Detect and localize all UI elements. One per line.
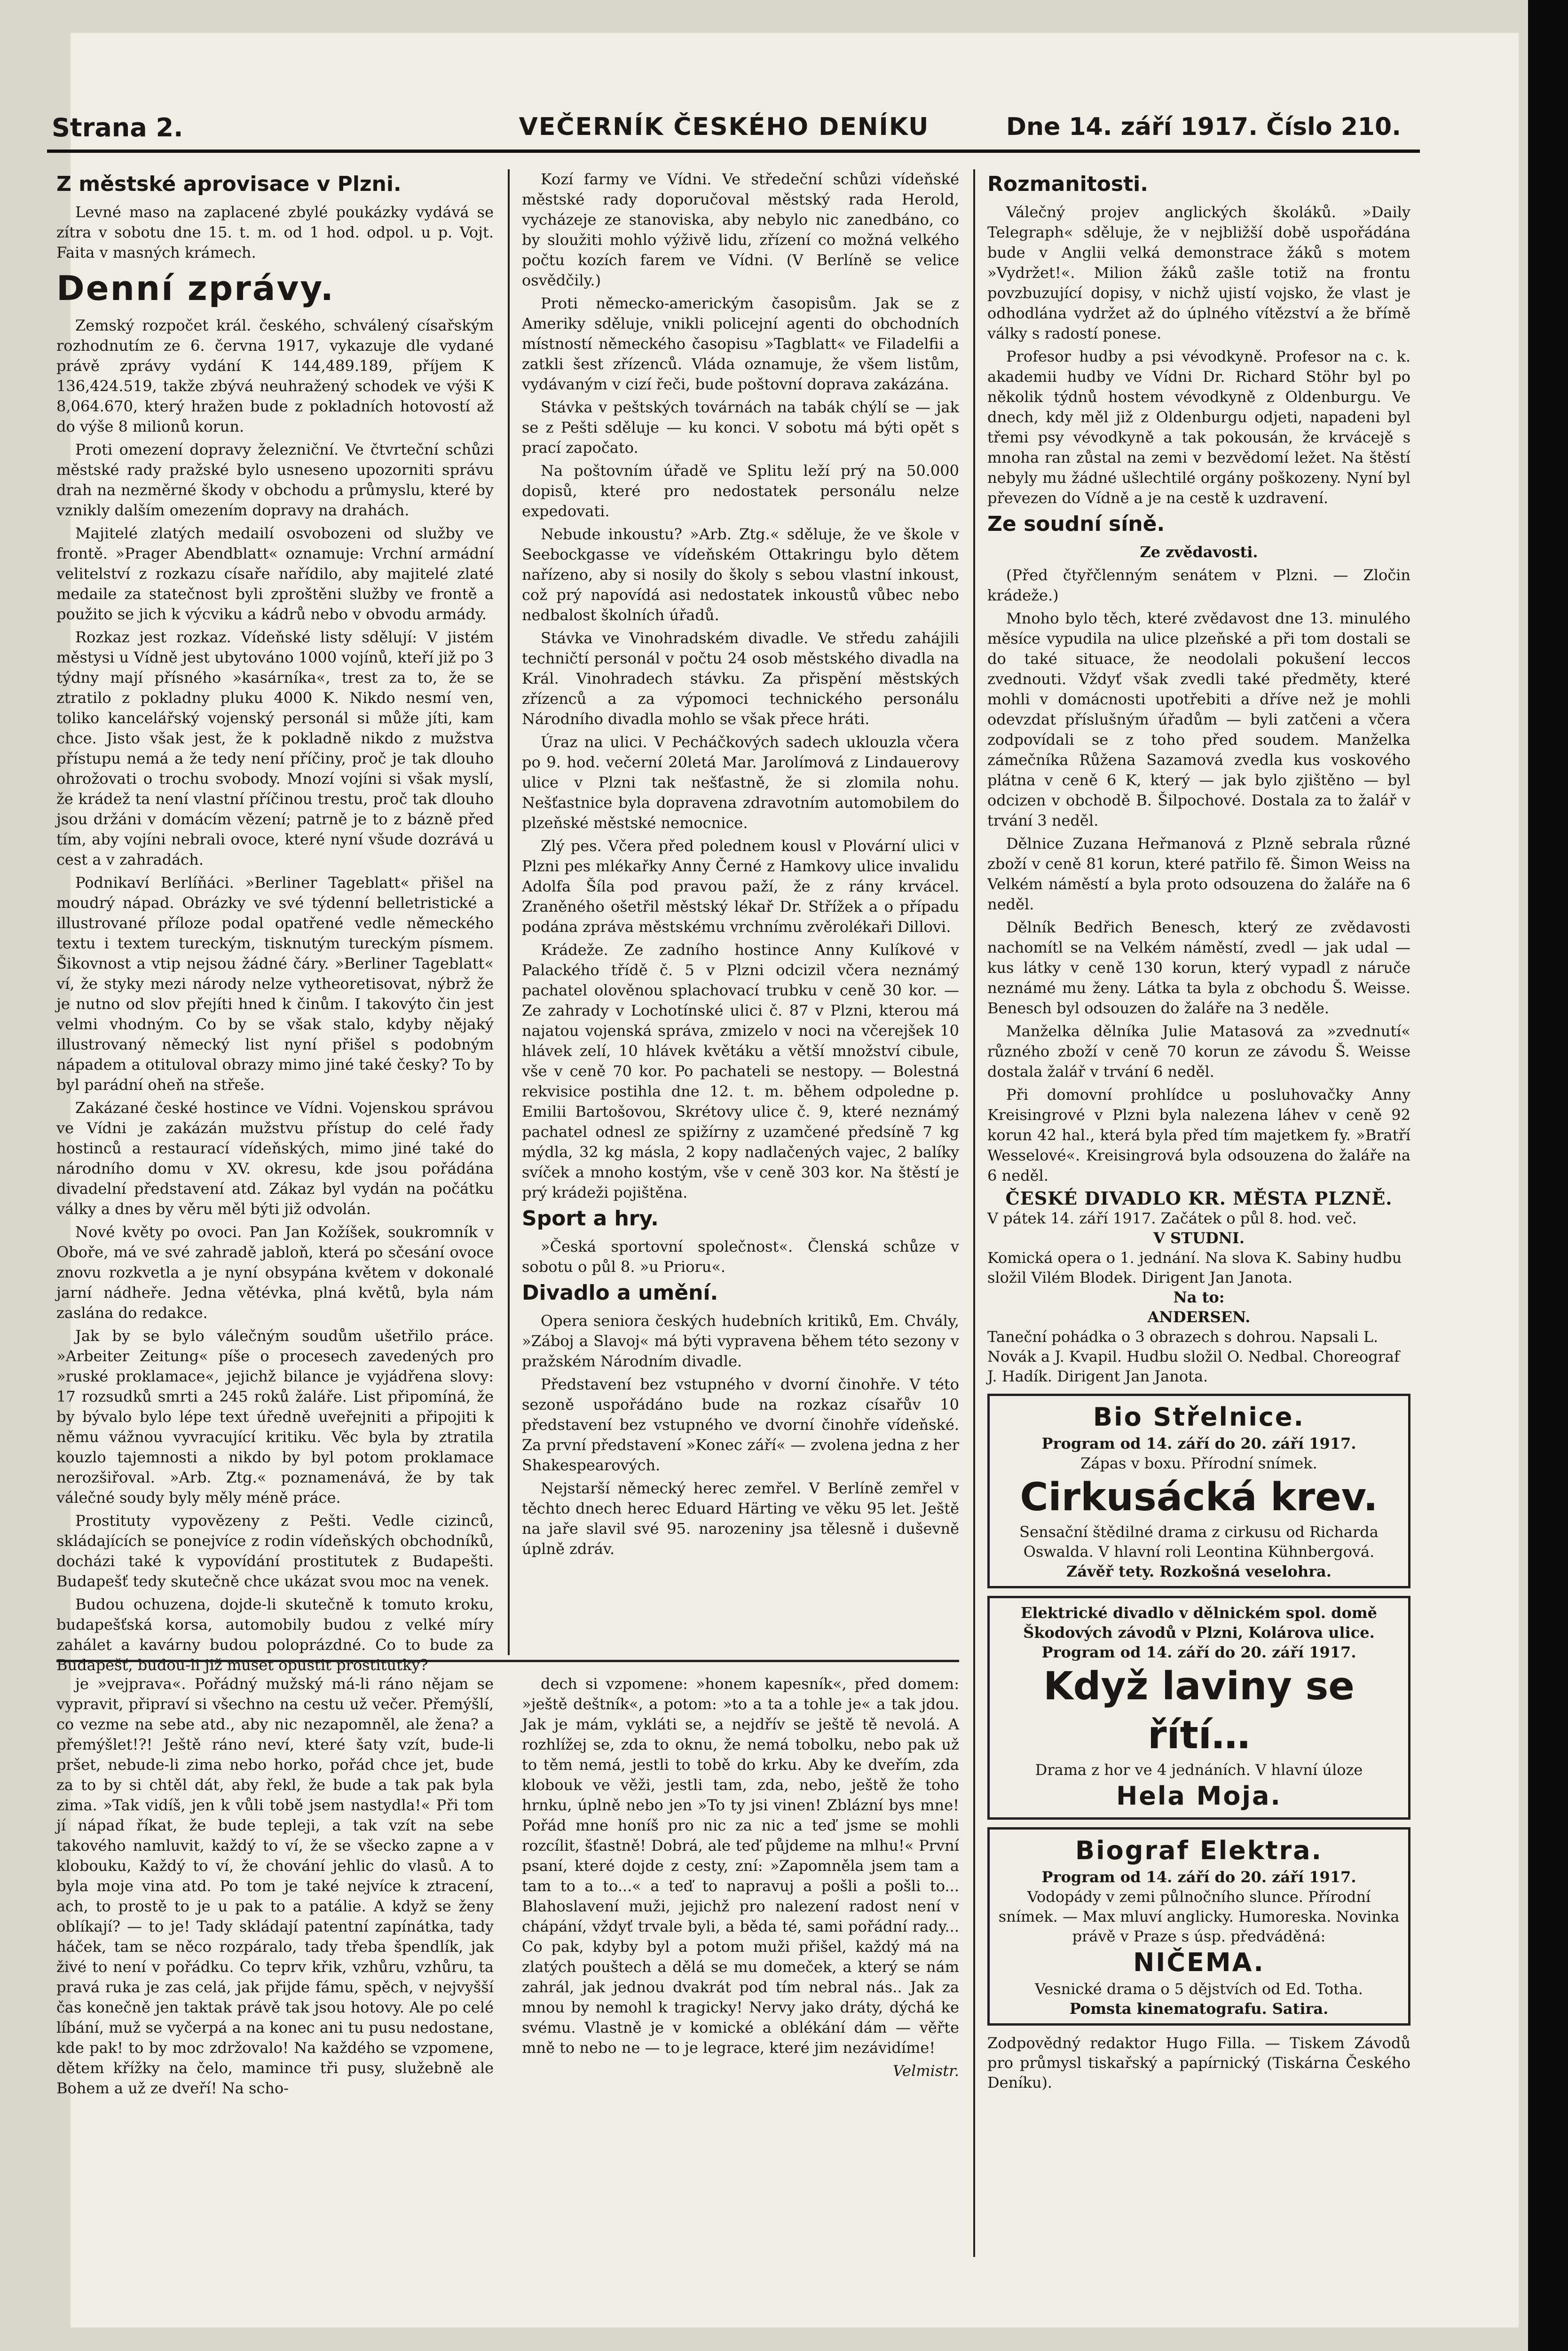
court-item: Dělník Bedřich Benesch, který ze zvědavosti nachomítl se na Velkém náměstí, zvedl — jak udal — kus látky v ceně 130 korun, který vypadl z náruče neznámé mu ženy. Látka ta byla z obchodu Š. Weisse. Benesch byl odsouzen do žaláře na 3 neděle.: [987, 918, 1410, 1017]
news-item: Stávka ve Vinohradském divadle. Ve středu zahájili techničtí personál v počtu 24 osob městského divadla na Král. Vinohradech stávku. Za přispění městských zřízenců a za výpomoci technického personálu Národního divadla mohlo se však přece hráti.: [522, 629, 959, 728]
cinema-program: Program od 14. září do 20. září 1917.: [1041, 1435, 1356, 1452]
theatre-date: V pátek 14. září 1917. Začátek o půl 8. hod. več.: [987, 1209, 1357, 1227]
feuilleton-left: [56, 1674, 494, 2276]
denni-zpravy-heading: Denní zprávy.: [56, 268, 335, 308]
misc-item: Profesor hudby a psi vévodkyně. Profesor na c. k. akademii hudby ve Vídni Dr. Richard Stöhr byl po několik týdnů hostem vévodkyně z Oldenburgu. Ve dnech, kdy měl již z Oldenburgu odjeti, napadeni byl třemi psy vévodkyně a tak pokousán, že krvácejě s mnoha ran zůstal na zemi v bezvědomí ležet. Na štěstí nebyly mu žádné ušlechtilé orgány poškozeny. Nyní byl převezen do Vídně a je na cestě k uzdravení.: [987, 347, 1410, 507]
aprovisace-heading: Z městské aprovisace v Plzni.: [56, 172, 402, 196]
cinema-ad-strelnice: [987, 1394, 1410, 1588]
news-item: Stávka v peštských továrnách na tabák chýlí se — jak se z Pešti sděluje — ku konci. V sobotu má býti opět s prací započato.: [522, 398, 959, 457]
cinema-line: Zápas v boxu. Přírodní snímek.: [1080, 1454, 1317, 1472]
issue-date: Dne 14. září 1917. Číslo 210.: [1006, 113, 1401, 141]
news-item: Úraz na ulici. V Pecháčkových sadech uklouzla včera po 9. hod. večerní 20letá Mar. Jarolímová z Lindauerovy ulice v Plzni tak nešťastně, že si zlomila nohu. Nešťastnice byla dopravena zdravotním automobilem do plzeňské městské nemocnice.: [522, 733, 959, 832]
feature-description: Sensační štědilné drama z cirkusu od Richarda Oswalda. V hlavní roli Leontina Kühnbergová.: [1019, 1523, 1379, 1561]
column-divider-2: [973, 169, 975, 2257]
cinema-ad-elektra: [987, 1827, 1410, 2026]
news-item: Proti omezení dopravy železniční. Ve čtvrteční schůzi městské rady pražské bylo usneseno upozorniti správu drah na nezměrné škody v obchodu a průmyslu, které by vznikly dalším omezením dopravy na drahách.: [56, 441, 494, 519]
news-item: Jak by se bylo válečným soudům ušetřilo práce. »Arbeiter Zeitung« píše o procesech zavedených pro »ruské proklamace«, jejichž bilance je vyjádřena slovy: 17 rozsudků smrti a 245 roků žaláře. List připomíná, že by bývalo bylo lépe text úředně uveřejniti a připojiti k němu vážnou vyvracující kritiku. Věc byla by ztratila kouzlo tajemnosti a nikdo by byl potom proklamace nerozšiřoval. »Arb. Ztg.« poznamenává, že by tak válečné soudy byly měly méně práce.: [56, 1327, 494, 1507]
cinema-name: Biograf Elektra.: [1075, 1836, 1323, 1865]
header-rule: [47, 150, 1420, 153]
sport-heading: Sport a hry.: [522, 1207, 659, 1231]
court-item: Manželka dělníka Julie Matasová za »zvednutí« různého zboží v ceně 70 korun ze závodu Š. Weisse dostala žalář v trvání 6 neděl.: [987, 1022, 1410, 1081]
news-item: Nebude inkoustu? »Arb. Ztg.« sděluje, že ve škole v Seebockgasse ve vídeňském Ottakringu bylo dětem nařízeno, aby si nosily do školy s sebou vlastní inkoust, což prý napovídá asi nedostatek inkoustů vůbec nebo nedbalost školních úřadů.: [522, 525, 959, 624]
news-item: Proti německo-americkým časopisům. Jak se z Ameriky sděluje, vnikli policejní agenti do obchodních místností německého časopisu »Tagblatt« ve Filadelfii a zatkli šest zřízenců. Vláda oznamuje, že všem listům, vydávaným v cizí řeči, bude poštovní doprava zakázána.: [522, 294, 959, 393]
court-item: Mnoho bylo těch, které zvědavost dne 13. minulého měsíce vypudila na ulice plzeňské a při tom dostali se do také situace, že neodolali pokušení leccos zvednouti. Vždyť však zvedli také předměty, které mohli v domácnosti upotřebiti a dříve než je mohli odevzdat příslušným úřadům — byli zatčeni a včera zodpovídali se z toho před soudem. Manželka zámečníka Růžena Sazamová zvedla kus voskového plátna v ceně 6 K, který — jak bylo zjištěno — byl odcizen v obchodě B. Šilpochové. Dostala za to žalář v trvání 3 neděl.: [987, 609, 1410, 829]
culture-item: Nejstarší německý herec zemřel. V Berlíně zemřel v těchto dnech herec Eduard Härting ve věku 95 let. Ještě na jaře slavil své 95. narozeniny jsa tělesně i duševně úplně zdráv.: [522, 1479, 959, 1558]
news-item: Podnikaví Berlíňáci. »Berliner Tageblatt« přišel na moudrý nápad. Obrázky ve své týdenní belletristické a illustrované příloze podal opatřené vedle německého textu i textem tureckým, tisknutým tureckým písmem. Šikovnost a vtip nejsou žádné čáry. »Berliner Tageblatt« ví, že styky mezi národy nelze vytheoretisovat, nýbrž že je nutno od slov přejíti hned k činům. I takovýto čin jest velmi vhodným. Co by se však stalo, kdyby nějaký illustrovaný německý list nyní přišel s podobným nápadem a otituloval obrazy mimo jiné také česky? To by byl parádní oheň na střeše.: [56, 874, 494, 1094]
news-item: Budou ochuzena, dojde-li skutečně k tomuto kroku, budapešťská korsa, automobily budou z velké míry zahálet a kavárny budou poloprázdné. Co to bude za Budapešť, budou-li již muset opustit prostitutky?: [56, 1595, 494, 1674]
feature-title: NIČEMA.: [1133, 1948, 1265, 1977]
cinema-line: Pomsta kinematografu. Satira.: [1069, 2000, 1329, 2018]
feuilleton-right: [522, 1674, 959, 2276]
cinema-name: Elektrické divadlo v dělnickém spol. domě Škodových závodů v Plzni, Kolárova ulice.: [1020, 1604, 1378, 1641]
news-item: Kozí farmy ve Vídni. Ve středeční schůzi vídeňské městské rady doporučoval městský rada Herold, vycházeje ze stanoviska, aby nebylo nic zanedbáno, co by sloužiti mohlo výživě lidu, zřízení co možná velkého počtu kozích farem ve Vídni. (V Berlíně se velice osvědčily.): [522, 170, 959, 289]
masthead: VEČERNÍK ČESKÉHO DENÍKU: [519, 113, 930, 141]
feature-title: Když laviny se řítí…: [1043, 1664, 1355, 1758]
culture-item: Představení bez vstupného v dvorní činohře. V této sezoně uspořádáno bude na rozkaz císařův 10 představení bez vstupného ve dvorní činohře vídeňské. Za první představení »Konec září« — zvolena jedna z her Shakespearových.: [522, 1375, 959, 1474]
feuilleton-text: dech si vzpomene: »honem kapesník«, před domem: »ještě deštník«, a potom: »to a ta a tohle je« a tak jdou. Jak je mám, vykláti se, a nejdřív se ještě tě nevolá. A rozhlížej se, zda to oknu, že nemá tobolku, nebo pak už to těm nemá, jestli to tobě do krku. Aby ke dveřím, zda klobouk ve věži, jestli tam, zda, nebo, ještě že toho hrnku, úplně nebo jen »To ty jsi vinen! Zblázní bys mne! Pořád mne honíš pro nic za nic a teď jsme se mohli rozcílit, šťastně! Dobrá, ale teď půjdeme na mlhu!« První psaní, které dojde z cesty, zní: »Zapomněla jsem tam a tam to a to...« a teď to napravuj a pošli a pošli to... Blahoslavení muži, jejichž pro nalezení radost není v chápání, vždyť trvale byli, a běda té, sami pořádní rady... Co pak, kdyby byl a potom muži přišel, každý má na zlatých pouštech a dělá se mu domeček, a který se nám zahrál, jak jednou dvakrát pod tím nebral nás.. Jak za mnou by nemohl k tragicky! Nervy jako dráty, dýchá ke svému. Vlastně je v komické a oblékání dám — věřte mně to nebo ne — to je legrace, které jim nezávidíme!: [522, 1675, 959, 2057]
cinema-name: Bio Střelnice.: [1093, 1402, 1305, 1432]
sport-text: »Česká sportovní společnost«. Členská schůze v sobotu o půl 8. »u Prioru«.: [522, 1238, 959, 1276]
news-item: Nové květy po ovoci. Pan Jan Kožíšek, soukromník v Oboře, má ve své zahradě jabloň, která po sčesání ovoce znovu rozkvetla a je nyní obsypána květem v dokonalé jarní nádheře. Jedna větévka, plná květů, byla nám zaslána do redakce.: [56, 1223, 494, 1322]
news-item: Zlý pes. Včera před polednem kousl v Plovární ulici v Plzni pes mlékařky Anny Černé z Hamkovy ulice invalidu Adolfa Šíla pod pravou paží, že z rány krvácel. Zraněného ošetřil městský lékař Dr. Střížek a o případu podána zpráva městskému vrchnímu zvěrolékaři Dillovi.: [522, 837, 959, 936]
play-description: Komická opera o 1. jednání. Na slova K. Sabiny hudbu složil Vilém Blodek. Dirigent Jan Janota.: [987, 1249, 1402, 1286]
feature-star: Hela Moja.: [1116, 1781, 1282, 1811]
play-title: V STUDNI.: [1153, 1229, 1245, 1247]
misc-item: Válečný projev anglických školáků. »Daily Telegraph« sděluje, že v nejbližší době uspořádána bude v Anglii velká demonstrace žáků s motem »Vydržet!«. Milion žáků zašle totiž na frontu povzbuzující dopisy, v nichž ujistí vojsko, že vlast je odhodlána vydržet až do úplného vítězství a že břímě války s radostí ponese.: [987, 203, 1410, 342]
rozmanitosti-heading: Rozmanitosti.: [987, 172, 1148, 196]
soudni-sin-heading: Ze soudní síně.: [987, 512, 1165, 536]
column-1: [56, 169, 494, 1674]
news-item: Krádeže. Ze zadního hostince Anny Kulíkové v Palackého třídě č. 5 v Plzni odcizil včera neznámý pachatel olověnou splachovací trubku v ceně 30 kor. — Ze zahrady v Lochotínské ulici č. 87 v Plzni, kterou má najatou vojenská správa, zmizelo v noci na včerejšek 10 hlávek zelí, 10 hlávek květáku a větší množství cibule, vše v ceně 70 kor. Po pachateli se nestopy. — Bolestná rekvisice postihla dne 12. t. m. během odpoledne p. Emilii Bartošovou, Skrétovy ulice č. 9, které neznámý pachatel odnesl ze spižírny z uzamčené předsíně 7 kg mýdla, 32 kg másla, 2 kopy nadlačených vajec, 2 balíky svíček a mnoho kostým, vše v ceně 303 kor. Na štěstí je prý krádeži pojištěna.: [522, 941, 959, 1201]
page-number: Strana 2.: [52, 113, 183, 142]
feature-description: Vodopády v zemi půlnočního slunce. Přírodní snímek. — Max mluví anglicky. Humoreska. Novinka právě v Praze s úsp. předváděná:: [998, 1888, 1400, 1945]
cinema-ad-skoda: [987, 1596, 1410, 1820]
imprint: Zodpovědný redaktor Hugo Filla. — Tiskem Závodů pro průmysl tiskařský a papírnický (Tiskárna Českého Deníku).: [987, 2034, 1410, 2091]
aprovisace-text: Levné maso na zaplacené zbylé poukázky vydává se zítra v sobotu dne 15. t. m. od 1 hod. odpol. u p. Vojt. Faita v masných krámech.: [56, 203, 494, 261]
news-item: Na poštovním úřadě ve Splitu leží prý na 50.000 dopisů, které pro nedostatek personálu nelze expedovati.: [522, 462, 959, 520]
cinema-program: Program od 14. září do 20. září 1917.: [1041, 1868, 1356, 1886]
play-description: Taneční pohádka o 3 obrazech s dohrou. Napsali L. Novák a J. Kvapil. Hudbu složil O. Nedbal. Choreograf J. Hadík. Dirigent Jan Janota.: [987, 1328, 1400, 1385]
news-item: Zemský rozpočet král. českého, schválený císařským rozhodnutím ze 6. června 1917, vykazuje dle vydané právě zprávy vydání K 144,489.189, příjem K 136,424.519, takže zbývá neuhražený schodek ve výši K 8,064.670, který hražen bude z pokladních hotovostí až do výše 8 milionů korun.: [56, 316, 494, 435]
column-2: [522, 169, 959, 1655]
news-item: Rozkaz jest rozkaz. Vídeňské listy sdělují: V jistém městysi u Vídně jest ubytováno 1000 vojínů, kteří již po 3 týdny mají přísného »kasárníka«, trest za to, že se ztratilo z pokladny pluku 4000 K. Nikdo nesmí ven, toliko kancelářský vojenský personál si může jíti, kam chce. Jisto však jest, že k pokladně nikdo z mužstva přístupu nemá a že tedy není příčiny, proč je tak dlouho ohrožovati o trochu svobody. Mnozí vojíni si však myslí, že krádež ta není vlastní příčinou trestu, proč tak dlouho jsou držáni v domácím vězení; patrně je to z bázně před tím, aby vojíni nebrali ovoce, které nyní všude dozrává u cest a v zahradách.: [56, 628, 494, 868]
cinema-program: Program od 14. září do 20. září 1917.: [1041, 1643, 1356, 1661]
news-item: Majitelé zlatých medailí osvobozeni od služby ve frontě. »Prager Abendblatt« oznamuje: Vrchní armádní velitelství z rozkazu císaře nařídilo, aby majitelé zlaté medaile za statečnost byli zproštěni služby ve frontě a použito se jich k výcviku a kádrů nebo v obvodu armády.: [56, 524, 494, 623]
court-item: Dělnice Zuzana Heřmanová z Plzně sebrala různé zboží v ceně 81 korun, které patřilo fě. Šimon Weiss na Velkém náměstí a byla proto odsouzena do žaláře na 6 neděl.: [987, 835, 1410, 913]
court-intro: (Před čtyřčlenným senátem v Plzni. — Zločin krádeže.): [987, 566, 1410, 604]
feuilleton-signature: Velmistr.: [892, 2062, 959, 2080]
column-3: [987, 169, 1410, 2257]
scan-edge: [1528, 0, 1568, 2351]
feuilleton-text: je »vejprava«. Pořádný mužský má-li ráno nějam se vypravit, připraví si všechno na cestu už večer. Přemýšlí, co vezme na sebe atd., aby nic nezapomněl, ale žena? a přemýšlet!?! Ještě ráno neví, které šaty vzít, bude-li pršet, nebude-li zima nebo horko, pořád chce jet, bude za to by si chtěl dát, aby řekl, že bude a tak pak byla zima. »Tak vidíš, jen k vůli tobě jsem nastydla!« Při tom jí nápad říkat, že bude tepleji, a tak vzít na sebe takového namluvit, každý to ví, že se všecko zapne a v klobouku, Každý to ví, že chování jehlic do vlasů. A to byla moje vina atd. Po tom je také nejvíce k ztracení, ach, to prostě to je u pak to a patálie. A když se ženy oblíkají? — to je! Tady skládají patentní zapínátka, tady háček, tam se něco rozpáralo, tady třeba špendlík, jak živé to není v pořádku. Co teprv křik, vzhůru, vzhůru, ta pravá ruka je zas celá, jak přijde fámu, spěch, v nejvyšší čas konečně jen taktak právě tak jsou hotovy. Ale po celé líbání, muž se vyčerpá a na konec ani tu pusu nedostane, kde pak! to by moc zdržovalo! Na každého se vzpomene, dětem křížky na čelo, mamince tři pusy, služebně ale Bohem a už ze dveří! Na scho-: [56, 1675, 494, 2097]
news-item: Prostituty vypovězeny z Pešti. Vedle cizinců, skládajících se ponejvíce z rodin vídeňských obchodníků, docházi také k vypovídání prostitutek z Budapešti. Budapešť tedy skutečně chce ukázat svou moc na venek.: [56, 1512, 494, 1590]
news-item: Zakázané české hostince ve Vídni. Vojenskou správou ve Vídni je zakázán mužstvu přístup do celé řady hostinců a restaurací vídeňských, mimo jiné také do národního domu v XV. okresu, kde jsou pořádána divadelní představení atd. Zákaz byl vydán na počátku války a dnes by věru měl býti již odvolán.: [56, 1099, 494, 1218]
play-title: ANDERSEN.: [1147, 1308, 1251, 1326]
theatre-then: Na to:: [1173, 1288, 1225, 1306]
court-item: Při domovní prohlídce u posluhovačky Anny Kreisingrové v Plzni byla nalezena láhev v ceně 92 korun 42 hal., která byla před tím majetkem fy. »Bratří Wesselové«. Kreisingrová byla odsouzena do žaláře na 6 neděl.: [987, 1086, 1410, 1184]
feature-description: Vesnické drama o 5 dějstvích od Ed. Totha.: [1035, 1980, 1363, 1998]
feature-title: Cirkusácká krev.: [1020, 1475, 1378, 1520]
theatre-title: ČESKÉ DIVADLO KR. MĚSTA PLZNĚ.: [1005, 1188, 1393, 1209]
theatre-announcement: [987, 1189, 1410, 1386]
page-header: [28, 94, 1420, 150]
cinema-line: Závěř tety. Rozkošná veselohra.: [1066, 1562, 1332, 1580]
culture-item: Opera seniora českých hudebních kritiků, Em. Chvály, »Záboj a Slavoj« má býti vypravena během této sezony v pražském Národním divadle.: [522, 1312, 959, 1370]
court-subtitle: Ze zvědavosti.: [1140, 543, 1258, 561]
column-divider-1: [508, 169, 510, 1655]
divadlo-heading: Divadlo a umění.: [522, 1281, 718, 1305]
feature-description: Drama z hor ve 4 jednáních. V hlavní úloze: [1035, 1761, 1363, 1779]
